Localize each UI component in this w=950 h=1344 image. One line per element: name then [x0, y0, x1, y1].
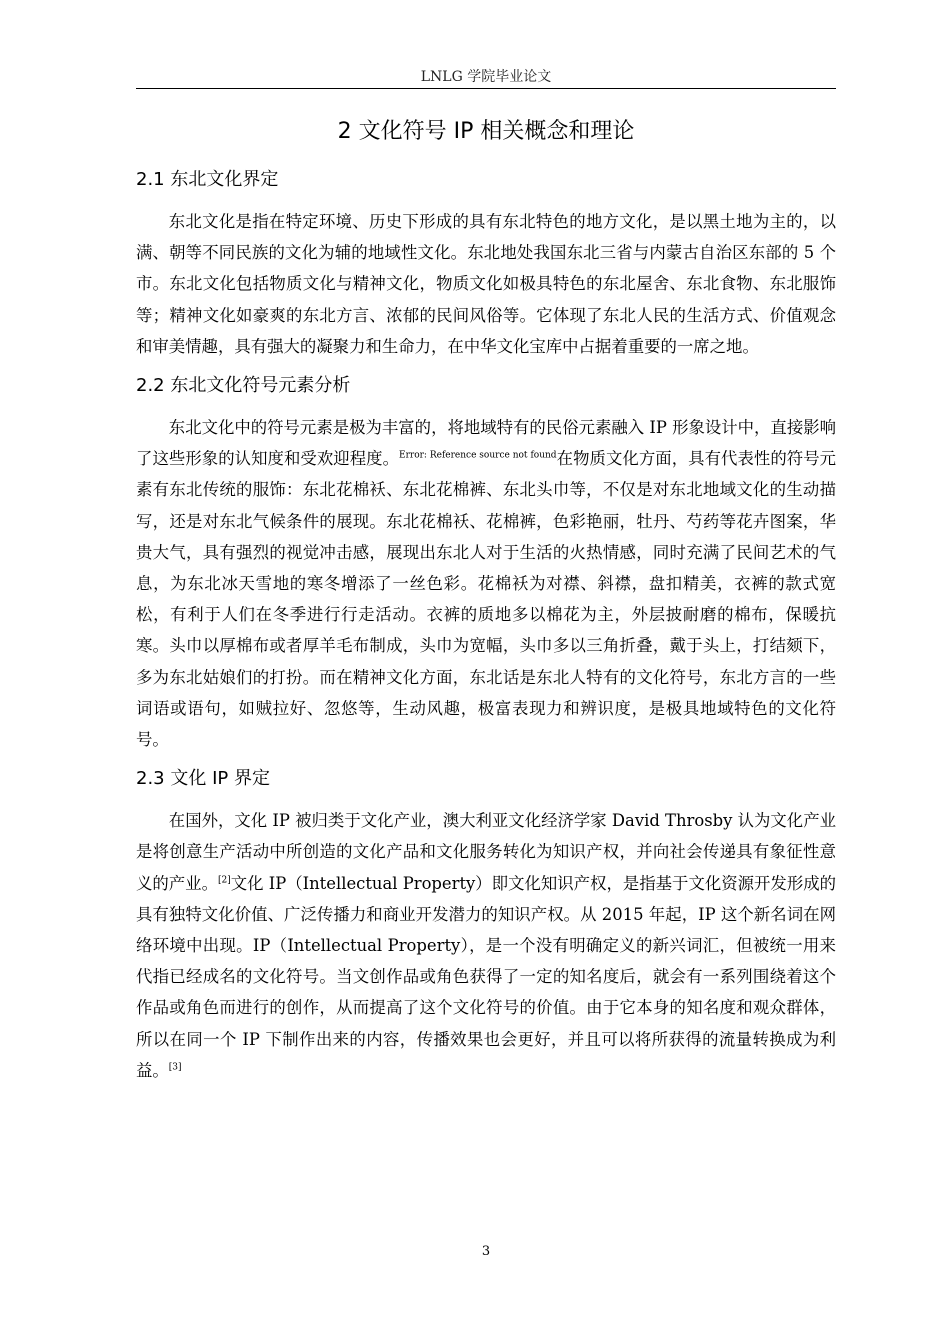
section-2-3-text-before: 在国外，文化 IP 被归类于文化产业，澳大利亚文化经济学家 David Throsby 认为文化产业是将创意生产活动中所创造的文化产品和文化服务转化为知识产权，并向社会传递具有象征性意义的产业。 [136, 811, 836, 893]
page-content [136, 112, 836, 1096]
chapter-title: 2 文化符号 IP 相关概念和理论 [337, 119, 635, 144]
reference-error-note: Error: Reference source not found [399, 450, 557, 461]
section-2-2-text-before: 东北文化中的符号元素是极为丰富的，将地域特有的民俗元素融入 IP 形象设计中，直接影响了这些形象的认知度和受欢迎程度。 [136, 418, 836, 469]
section-2-2-text-after: 在物质文化方面，具有代表性的符号元素有东北传统的服饰：东北花棉袄、东北花棉裤、东北头巾等，不仅是对东北地域文化的生动描写，还是对东北气候条件的展现。东北花棉袄、花棉裤，色彩艳丽，牡丹、芍药等花卉图案，华贵大气，具有强烈的视觉冲击感，展现出东北人对于生活的火热情感，同时充满了民间艺术的气息，为东北冰天雪地的寒冬增添了一丝色彩。花棉袄为对襟、斜襟，盘扣精美，衣裤的款式宽松，有利于人们在冬季进行行走活动。衣裤的质地多以棉花为主，外层披耐磨的棉布，保暖抗寒。头巾以厚棉布或者厚羊毛布制成，头巾为宽幅，头巾多以三角折叠，戴于头上，打结颏下，多为东北姑娘们的打扮。而在精神文化方面，东北话是东北人特有的文化符号，东北方言的一些词语或语句，如贼拉好、忽悠等，生动风趣，极富表现力和辨识度，是极具地域特色的文化符号。 [136, 449, 837, 750]
running-header: LNLG 学院毕业论文 [420, 69, 552, 85]
section-heading-2-2: 2.2 东北文化符号元素分析 [136, 375, 351, 397]
citation-3: [3] [168, 1062, 182, 1073]
section-2-1-paragraph: 东北文化是指在特定环境、历史下形成的具有东北特色的地方文化，是以黑土地为主的，以满、朝等不同民族的文化为辅的地域性文化。东北地处我国东北三省与内蒙古自治区东部的 5 个市。东北文化包括物质文化与精神文化，物质文化如极具特色的东北屋舍、东北食物、东北服饰等；精神文化如豪爽的东北方言、浓郁的民间风俗等。它体现了东北人民的生活方式、价值观念和审美情趣，具有强大的凝聚力和生命力，在中华文化宝库中占据着重要的一席之地。 [136, 212, 836, 356]
section-2-3-text-middle: 文化 IP（Intellectual Property）即文化知识产权，是指基于文化资源开发形成的具有独特文化价值、广泛传播力和商业开发潜力的知识产权。从 2015 年起，IP 这个新名词在网络环境中出现。IP（Intellectual Property），是一个没有明确定义的新兴词汇，但被统一用来代指已经成名的文化符号。当文创作品或角色获得了一定的知名度后，就会有一系列围绕着这个作品或角色而进行的创作，从而提高了这个文化符号的价值。由于它本身的知名度和观众群体，所以在同一个 IP 下制作出来的内容，传播效果也会更好，并且可以将所获得的流量转换成为利益。 [136, 873, 836, 1080]
header-rule [136, 88, 836, 89]
section-heading-2-3: 2.3 文化 IP 界定 [136, 768, 270, 790]
section-2-2-paragraph [136, 412, 836, 755]
section-heading-2-1: 2.1 东北文化界定 [136, 169, 279, 190]
citation-2: [2] [217, 875, 231, 886]
section-2-3-paragraph [136, 805, 836, 1086]
page-number: 3 [481, 1244, 491, 1259]
